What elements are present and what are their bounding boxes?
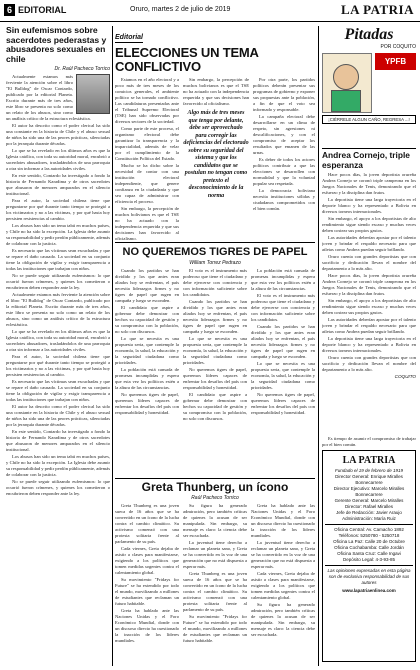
paragraph: Para el autor, la sociedad chilena tiene que preguntarse por qué durante tanto tiempo se protegió a los victimarios y no a las víctimas, y por qué hasta hoy persisten resistencias al cambio. <box>6 354 110 377</box>
section-divider <box>322 148 416 149</box>
paragraph: Mucho se ha dicho sobre la necesidad de contar con una institución electoral independiente, que genere confianza en la ciudadanía y que sea capaz de administrar con eficiencia el proceso. <box>115 163 179 204</box>
paragraph: La población está cansada de promesas incumplidas y espera que esta vez los políticos estén a la altura de las circunstancias. <box>251 268 315 291</box>
paragraph: Oruro cuenta con grandes deportistas que con sacrificio y dedicación llevan el nombre del departamento a lo más alto. <box>322 254 416 271</box>
paragraph: Para el autor, la sociedad chilena tiene que preguntarse por qué durante tanto tiempo se protegió a los victimarios y no a las víctimas, y por qué hasta hoy persisten resistencias al cambio. <box>6 198 110 221</box>
paragraph: En este sentido, Contardo ha investigado a fondo la historia de Fernando Karadima y de otros sacerdotes que abusaron de menores amparados en el silencio institucional. <box>6 429 110 452</box>
paragraph: Lo que se ha revelado en los últimos años es que la Iglesia católica, con toda su autoridad moral, encubrió a sacerdotes abusadores, trasladándolos de una parroquia a otra sin informar a las autoridades civiles. <box>6 329 110 352</box>
paragraph: El autor ha descrito como el poder clerical ha sido una constante en la historia de Chile y el abuso sexual de niños ha sido una de las peores prácticas, silenciadas por la jerarquía durante décadas. <box>6 123 110 146</box>
paragraph: Lo que se necesita es una propuesta seria, que contemple la economía, la salud, la educación y la seguridad ciudadana como prioridades. <box>183 336 247 365</box>
paragraph: Cuando los partidos se han dividido y los que antes eran aliados hoy se enfrentan, el país necesita liderazgos firmes y no tigres de papel que rugen en campaña y luego se esconden. <box>251 324 315 359</box>
paragraph: Greta ha hablado ante las Naciones Unidas y el Foro Económico Mundial, donde con un discurso directo ha cuestionado la inacción de los líderes mundiales. <box>251 503 315 538</box>
paragraph: Greta Thunberg es una joven sueca de 16 años que se ha convertido en un ícono de la lucha contra el cambio climático. Su activismo comenzó con una protesta solitaria frente al parlamento de su país. <box>115 503 179 544</box>
greta-headline: Greta Thunberg, un ícono <box>141 481 289 494</box>
editorial-pull-quote: Algo más de tres meses que tenga por delante, debe ser aprovechado para corregir las deficiencias del electorado sobre su seguridad del sistema y que los candidatos que se postulan no tengan como pretexto el desconocimiento de la norma <box>183 110 249 199</box>
paragraph: Sin embargo, la percepción de muchos bolivianos es que el TSE no ha actuado con la independencia requerida y que sus decisiones han favorecido al oficialismo. <box>115 206 179 241</box>
pitadas-signature: COQUITO <box>394 374 416 379</box>
cartoon-illustration <box>322 53 372 113</box>
paragraph: No queremos tigres de papel, queremos líderes capaces de enfrentar los desafíos del país con responsabilidad y honestidad. <box>115 392 179 415</box>
sponsor-logo: YPFB <box>375 53 416 70</box>
pitadas-logo: Pitadas <box>344 26 394 43</box>
paragraph: Oruro cuenta con grandes deportistas que con sacrificio y dedicación llevan el nombre del departamento a lo más alto. <box>322 355 416 372</box>
left-column-article <box>6 26 110 666</box>
paragraph: Como parte de este proceso, el organismo electoral debe garantizar la transparencia y la imparcialidad, además de velar por el cumplimiento de la Constitución Política del Estado. <box>115 126 179 161</box>
issue-date: Oruro, martes 2 de julio de 2019 <box>130 6 231 13</box>
paragraph: Actualmente estamos más ferviente la atención sobre el libro "El Bulldog" de Oscar Contardo, publicado por la editorial Planeta. Escrito durante más de tres años, este libro se presenta no solo como un relato de los abusos, sino como un análisis crítico de la estructura eclesiástica. <box>6 74 91 121</box>
staff-disclaimer: Las opiniones expresadas en esta página son de exclusiva responsabilidad de sus autores <box>327 568 411 585</box>
paragraph: El candidato que aspire a gobernar debe demostrar con hechos su capacidad de gestión y su compromiso con la población, no solo con discursos. <box>183 392 247 421</box>
paragraph: La deportista tiene una larga trayectoria en el deporte blanco y ha representado a Bolivia en diversos torneos internacionales. <box>322 336 416 353</box>
paragraph: Cada viernes, Greta dejaba de asistir a clases para manifestarse, exigiendo a los políticos que tomen medidas urgentes contra el calentamiento global. <box>251 571 315 600</box>
staff-line: Oficina Cochabamba: Calle Jordán <box>334 545 404 550</box>
paragraph: Sin embargo, el apoyo a los deportistas de alto rendimiento sigue siendo escaso y muchas veces deben costear sus propios gastos. <box>322 298 416 315</box>
paragraph: Actualmente estamos más ferviente la atención sobre el libro "El Bulldog" de Oscar Contardo, publicado por la editorial Planeta. Escrito durante más de tres años, este libro se presenta no solo como un relato de los abusos, sino como un análisis crítico de la estructura eclesiástica. <box>6 292 110 327</box>
paragraph: La campaña electoral debe desarrollarse en un clima de respeto, sin agresiones ni descalificaciones, y con el compromiso de aceptar los resultados que emanen de las urnas. <box>253 114 315 155</box>
paragraph: Greta ha hablado ante las Naciones Unidas y el Foro Económico Mundial, donde con un discurso directo ha cuestionado la inacción de los líderes mundiales. <box>115 608 179 643</box>
staff-line: Jefe de Redacción: Javier Araujo <box>336 510 402 515</box>
paragraph: Su figura ha generado admiración, pero también críticas de quienes la acusan de ser manipulada. Sin embargo, su mensaje es claro: la ciencia debe ser escuchada. <box>183 503 247 538</box>
paragraph: Las autoridades deberían apostar por el talento joven y brindar el respaldo necesario para que atletas como Andrea puedan seguir brillando. <box>322 235 416 252</box>
staff-line: Director: Rafael Miralles <box>344 504 393 509</box>
section-divider <box>115 478 315 479</box>
editorial-headline: ELECCIONES UN TEMA CONFLICTIVO <box>115 45 259 74</box>
staff-box <box>322 450 416 662</box>
column-divider <box>112 26 113 666</box>
paragraph: La juventud tiene derecho a reclamar un planeta sano, y Greta se ha convertido en la voz de una generación que no está dispuesta a esperar más. <box>251 540 315 569</box>
paragraph: La juventud tiene derecho a reclamar un planeta sano, y Greta se ha convertido en la voz de una generación que no está dispuesta a esperar más. <box>183 540 247 569</box>
paragraph: Lo que se ha revelado en los últimos años es que la Iglesia católica, con toda su autoridad moral, encubrió a sacerdotes abusadores, trasladándolos de una parroquia a otra sin informar a las autoridades civiles. <box>6 148 110 171</box>
pitadas-headline: Andrea Cornejo, triple esperanza <box>322 151 410 170</box>
pitadas-body <box>322 172 416 373</box>
editorial-body-left <box>115 77 179 242</box>
paragraph: Su movimiento "Fridays for Future" se ha extendido por todo el mundo, movilizando a millones de estudiantes que reclaman un futuro habitable. <box>183 614 247 643</box>
paragraph: No se puede seguir utilizando eufemismos: lo que ocurrió fueron crímenes, y quienes los cometieron o encubrieron deben responder ante la ley. <box>6 479 110 496</box>
greta-col-3 <box>251 503 315 645</box>
tigres-headline: NO QUEREMOS TIGRES DE PAPEL <box>122 246 308 258</box>
paragraph: El candidato que aspire a gobernar debe demostrar con hechos su capacidad de gestión y su compromiso con la población, no solo con discursos. <box>115 305 179 334</box>
tigres-article <box>115 246 315 476</box>
paragraph: Cuando los partidos se han dividido y los que antes eran aliados hoy se enfrentan, el país necesita liderazgos firmes y no tigres de papel que rugen en campaña y luego se esconden. <box>183 299 247 334</box>
tigres-byline: William Torrez Pedrazo <box>189 260 241 266</box>
greta-col-1 <box>115 503 179 645</box>
tigres-col-1 <box>115 268 179 423</box>
section-divider <box>115 242 315 243</box>
paragraph: Es necesario que las víctimas sean escuchadas y que se repare el daño causado. La sociedad en su conjunto tiene la obligación de vigilar y exigir transparencia a todas las instituciones que trabajan con niños. <box>6 248 110 271</box>
paragraph: Su movimiento "Fridays for Future" se ha extendido por todo el mundo, movilizando a millones de estudiantes que reclaman un futuro habitable. <box>115 577 179 606</box>
staff-line: Oficina Santa Cruz: Calle Ingavi <box>337 551 401 556</box>
author-photo <box>76 74 110 114</box>
section-name: EDITORIAL <box>18 5 67 15</box>
pitadas-article <box>322 151 416 433</box>
paragraph: Sin embargo, la percepción de muchos bolivianos es que el TSE no ha actuado con la independencia requerida y que sus decisiones han favorecido al oficialismo. <box>183 77 249 106</box>
paragraph: El voto es el instrumento más poderoso que tiene el ciudadano y debe ejercerse con conciencia y con información suficiente sobre los candidatos. <box>183 268 247 297</box>
paragraph: Estamos en el año electoral y a poco más de tres meses de los comicios generales, el ambiente político se ha tornado conflictivo. Las candidaturas presentadas ante el Tribunal Supremo Electoral (TSE) han sido observadas por diversos sectores de la sociedad. <box>115 77 179 124</box>
staff-line: Director Ejecutivo: Marcelo Miralles Bonnecarrere <box>333 486 405 497</box>
paragraph: Sin embargo, el apoyo a los deportistas de alto rendimiento sigue siendo escaso y muchas veces deben costear sus propios gastos. <box>322 216 416 233</box>
paragraph: No queremos tigres de papel, queremos líderes capaces de enfrentar los desafíos del país con responsabilidad y honestidad. <box>183 367 247 390</box>
paragraph: Cuando los partidos se han dividido y los que antes eran aliados hoy se enfrentan, el país necesita liderazgos firmes y no tigres de papel que rugen en campaña y luego se esconden. <box>115 268 179 303</box>
page-number: 6 <box>4 4 15 16</box>
paragraph: Es necesario que las víctimas sean escuchadas y que se repare el daño causado. La sociedad en su conjunto tiene la obligación de vigilar y exigir transparencia a todas las instituciones que trabajan con niños. <box>6 379 110 402</box>
staff-line: Administración: María Ruiz <box>342 516 396 521</box>
paragraph: La población está cansada de promesas incumplidas y espera que esta vez los políticos estén a la altura de las circunstancias. <box>115 367 179 390</box>
staff-line: Oficina Central: Av. Camacho 1892 <box>334 527 404 532</box>
paragraph: Por otra parte, los partidos políticos deberán presentar sus programas de gobierno y exponer sus propuestas ante la población, a fin de que el voto sea informado y responsable. <box>253 77 315 112</box>
paragraph: Greta Thunberg es una joven sueca de 16 años que se ha convertido en un ícono de la lucha contra el cambio climático. Su activismo comenzó con una protesta solitaria frente al parlamento de su país. <box>183 571 247 612</box>
paragraph: Es deber de todos los actores políticos contribuir a que las elecciones se desarrollen con normalidad y que la voluntad popular sea respetada. <box>253 157 315 186</box>
greta-byline: Raúl Pacheco Torrico <box>191 495 239 501</box>
paragraph: Su figura ha generado admiración, pero también críticas de quienes la acusan de ser manipulada. Sin embargo, su mensaje es claro: la ciencia debe ser escuchada. <box>251 602 315 637</box>
left-article-headline: Sin eufemismos sobre sacerdotes pederastas y abusadores sexuales en chile <box>6 26 107 64</box>
paragraph: El voto es el instrumento más poderoso que tiene el ciudadano y debe ejercerse con conciencia y con información suficiente sobre los candidatos. <box>251 293 315 322</box>
staff-line: Teléfonos: 5250780 - 5250718 <box>338 533 400 538</box>
paragraph: Cada viernes, Greta dejaba de asistir a clases para manifestarse, exigiendo a los políticos que tomen medidas urgentes contra el calentamiento global. <box>115 546 179 575</box>
paragraph: No queremos tigres de papel, queremos líderes capaces de enfrentar los desafíos del país con responsabilidad y honestidad. <box>251 392 315 415</box>
paragraph: No se puede seguir utilizando eufemismos: lo que ocurrió fueron crímenes, y quienes los cometieron o encubrieron deben responder ante la ley. <box>6 273 110 290</box>
paragraph: Es tiempo de asumir el compromiso de trabajar por el bien común. <box>322 436 416 447</box>
right-opinion-text <box>322 436 416 448</box>
editorial-body-right <box>253 77 315 242</box>
pitadas-box <box>322 26 416 146</box>
paragraph: Los abusos han sido un tema tabú en muchos países, y Chile no ha sido la excepción. La Iglesia debe asumir su responsabilidad y pedir perdón públicamente, además de colaborar con la justicia. <box>6 223 110 246</box>
left-article-byline: Dr. Raúl Pacheco Torrico <box>54 66 110 72</box>
editorial-block <box>115 26 315 242</box>
tigres-col-2 <box>183 268 247 423</box>
paragraph: Lo que se necesita es una propuesta seria, que contemple la economía, la salud, la educación y la seguridad ciudadana como prioridades. <box>115 336 179 365</box>
tigres-col-3 <box>251 268 315 423</box>
cartoon-body <box>331 90 361 112</box>
staff-line: Gerente General: Marcelo Miralles <box>334 498 404 503</box>
editorial-kicker: Editorial <box>115 34 144 41</box>
paragraph: Las autoridades deberían apostar por el talento joven y brindar el respaldo necesario para que atletas como Andrea puedan seguir brillando. <box>322 317 416 334</box>
paragraph: En este sentido, Contardo ha investigado a fondo la historia de Fernando Karadima y de otros sacerdotes que abusaron de menores amparados en el silencio institucional. <box>6 173 110 196</box>
masthead-logo: LA PATRIA <box>341 2 414 17</box>
staff-line: Depósito Legal: 4-3-93-85 <box>342 557 396 562</box>
right-opinion-body <box>322 436 416 448</box>
paragraph: Hace pocos días, la joven deportista orureña Andrea Cornejo se coronó triple campeona en los Juegos Nacionales de Tenis, demostrando que el esfuerzo y la disciplina dan frutos. <box>322 172 416 195</box>
paragraph: La deportista tiene una larga trayectoria en el deporte blanco y ha representado a Bolivia en diversos torneos internacionales. <box>322 197 416 214</box>
column-divider <box>318 26 319 666</box>
staff-line: Oficina La Paz: Calle 20 de Octubre <box>333 539 405 544</box>
paragraph: Los abusos han sido un tema tabú en muchos países, y Chile no ha sido la excepción. La Iglesia debe asumir su responsabilidad y pedir perdón públicamente, además de colaborar con la justicia. <box>6 454 110 477</box>
page-header <box>0 0 420 22</box>
section-label <box>4 4 66 16</box>
cartoon-caption: ¡CIÉRRELE ALGUN CAÑO, REGRESA ...! <box>322 115 416 124</box>
greta-article <box>115 481 315 666</box>
paragraph: La democracia boliviana necesita instituciones sólidas y ciudadanos comprometidos con el bien común. <box>253 188 315 211</box>
cartoon-face <box>333 64 359 90</box>
editorial-body-mid <box>183 77 249 107</box>
paragraph: El autor ha descrito como el poder clerical ha sido una constante en la historia de Chile y el abuso sexual de niños ha sido una de las peores prácticas, silenciadas por la jerarquía durante décadas. <box>6 404 110 427</box>
staff-line: Director General: Enrique Miralles Bonnecarrere <box>335 474 403 485</box>
staff-masthead: LA PATRIA <box>342 455 396 466</box>
paragraph: Hace pocos días, la joven deportista orureña Andrea Cornejo se coronó triple campeona en los Juegos Nacionales de Tenis, demostrando que el esfuerzo y la disciplina dan frutos. <box>322 273 416 296</box>
staff-founded: Fundado el 19 de febrero de 1919 <box>334 468 404 473</box>
paragraph: Lo que se necesita es una propuesta seria, que contemple la economía, la salud, la educación y la seguridad ciudadana como prioridades. <box>251 361 315 390</box>
pitadas-author: POR COQUITO <box>380 44 416 50</box>
left-article-body <box>6 74 110 497</box>
greta-col-2 <box>183 503 247 645</box>
staff-website[interactable]: www.lapatriaenlinea.com <box>342 588 396 593</box>
